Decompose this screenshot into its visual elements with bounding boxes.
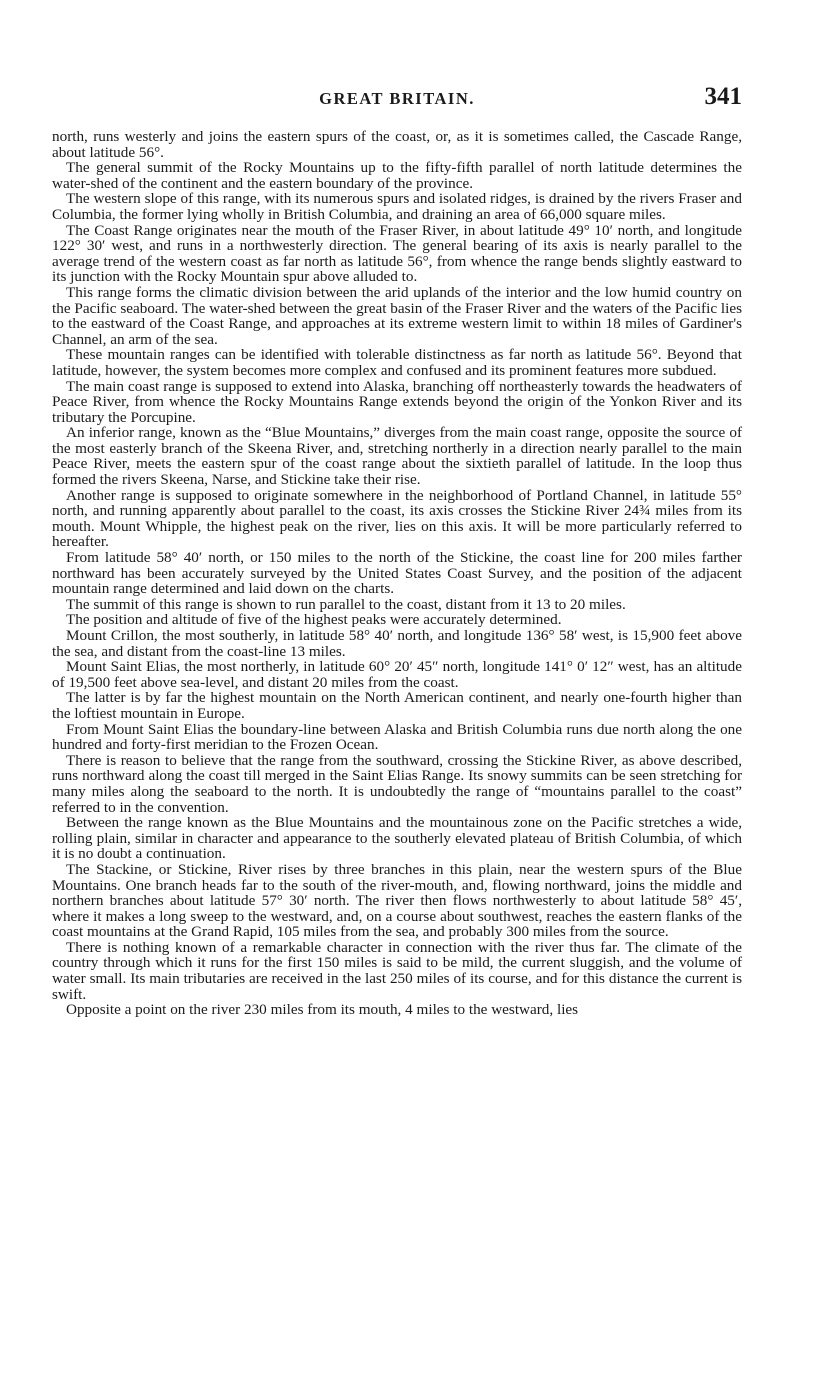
- paragraph: The position and altitude of five of the highest peaks were accurately determined.: [66, 611, 562, 629]
- paragraph: There is reason to believe that the range from the southward, crossing the Stickine River, as above described, runs northward along the coast till merged in the Saint Elias Range. Its snowy summits can be seen stretching for many miles along the seaboard to the north. It is undoubtedly the range of “mountains parallel to the coast” referred to in the convention.: [52, 751, 742, 816]
- paragraph: The general summit of the Rocky Mountains up to the fifty-fifth parallel of north latitude determines the water-shed of the continent and the eastern boundary of the province.: [52, 159, 742, 192]
- paragraph: The summit of this range is shown to run parallel to the coast, distant from it 13 to 20 miles.: [66, 595, 626, 613]
- paragraph: The western slope of this range, with its numerous spurs and isolated ridges, is drained by the rivers Fraser and Columbia, the former lying wholly in British Columbia, and draining an area of 66,000 square miles.: [52, 190, 742, 223]
- paragraph: The latter is by far the highest mountain on the North American continent, and nearly one-fourth higher than the loftiest mountain in Europe.: [52, 689, 742, 722]
- paragraph: Opposite a point on the river 230 miles from its mouth, 4 miles to the westward, lies: [66, 1001, 579, 1019]
- paragraph: This range forms the climatic division between the arid uplands of the interior and the low humid country on the Pacific seaboard. The water-shed between the great basin of the Fraser River and the waters of the Pacific lies to the eastward of the Coast Range, and approaches at its extreme western limit to within 18 miles of Gardiner's Channel, an arm of the sea.: [52, 283, 742, 348]
- paragraph: Between the range known as the Blue Mountains and the mountainous zone on the Pacific stretches a wide, rolling plain, similar in character and appearance to the southerly elevated plateau of British Columbia, of which it is no doubt a continuation.: [52, 814, 742, 863]
- running-title: GREAT BRITAIN.: [319, 89, 475, 108]
- running-head: [52, 84, 742, 118]
- page-number: 341: [704, 83, 742, 110]
- body-text: [52, 129, 742, 1018]
- paragraph: north, runs westerly and joins the eastern spurs of the coast, or, as it is sometimes called, the Cascade Range, about latitude 56°.: [52, 128, 742, 161]
- paragraph: Another range is supposed to originate somewhere in the neighborhood of Portland Channel, in latitude 55° north, and running apparently about parallel to the coast, its axis crosses the Stickine River 24¾ miles from its mouth. Mount Whipple, the highest peak on the river, lies on this axis. It will be more particularly referred to hereafter.: [52, 486, 742, 551]
- paragraph: From Mount Saint Elias the boundary-line between Alaska and British Columbia runs due north along the one hundred and forty-first meridian to the Frozen Ocean.: [52, 720, 742, 754]
- paragraph: The main coast range is supposed to extend into Alaska, branching off northeasterly towards the headwaters of Peace River, from whence the Rocky Mountains Range extends beyond the origin of the Yonkon River and its tributary the Porcupine.: [52, 377, 742, 426]
- paragraph: An inferior range, known as the “Blue Mountains,” diverges from the main coast range, opposite the source of the most easterly branch of the Skeena River, and, stretching northerly in a direction nearly parallel to the main Peace River, meets the eastern spur of the coast range about the sixtieth parallel of latitude. In the loop thus formed the rivers Skeena, Narse, and Stickine take their rise.: [52, 424, 742, 489]
- paragraph: These mountain ranges can be identified with tolerable distinctness as far north as latitude 56°. Beyond that latitude, however, the system becomes more complex and confused and its prominent features more subdued.: [52, 346, 742, 379]
- paragraph: There is nothing known of a remarkable character in connection with the river thus far. The climate of the country through which it runs for the first 150 miles is said to be mild, the current sluggish, and the volume of water small. Its main tributaries are received in the last 250 miles of its course, and for this distance the current is swift.: [52, 938, 742, 1003]
- paragraph: Mount Saint Elias, the most northerly, in latitude 60° 20′ 45″ north, longitude 141° 0′ 12″ west, has an altitude of 19,500 feet above sea-level, and distant 20 miles from the coast.: [52, 658, 742, 691]
- paragraph: The Coast Range originates near the mouth of the Fraser River, in about latitude 49° 10′ north, and longitude 122° 30′ west, and runs in a northwesterly direction. The general bearing of its axis is nearly parallel to the average trend of the western coast as far north as latitude 56°, from whence the range bends slightly eastward to its junction with the Rocky Mountain spur above alluded to.: [52, 221, 742, 286]
- paragraph: The Stackine, or Stickine, River rises by three branches in this plain, near the western spurs of the Blue Mountains. One branch heads far to the south of the river-mouth, and, flowing northward, joins the middle and northern branches about latitude 57° 30′ north. The river then flows northwesterly to about latitude 58° 45′, where it makes a long sweep to the westward, and, on a course about southwest, reaches the eastern flanks of the coast mountains at the Grand Rapid, 105 miles from the sea, and probably 300 miles from the source.: [52, 860, 742, 941]
- paragraph: Mount Crillon, the most southerly, in latitude 58° 40′ north, and longitude 136° 58′ west, is 15,900 feet above the sea, and distant from the coast-line 13 miles.: [52, 627, 742, 660]
- paragraph: From latitude 58° 40′ north, or 150 miles to the north of the Stickine, the coast line for 200 miles farther northward has been accurately surveyed by the United States Coast Survey, and the position of the adjacent mountain range determined and laid down on the charts.: [52, 549, 742, 598]
